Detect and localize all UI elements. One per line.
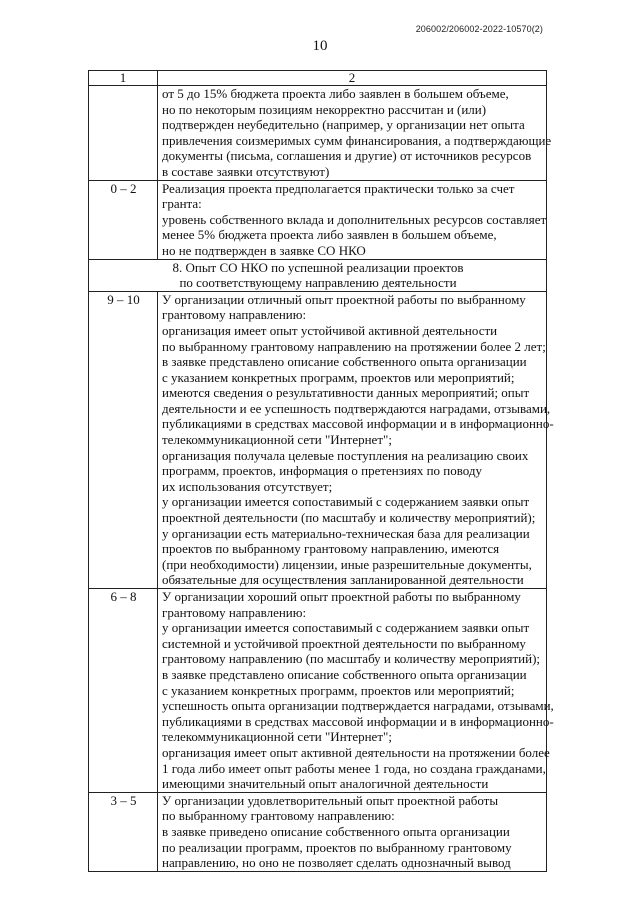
criteria-description [158, 180, 547, 259]
description-line: по выбранному грантовому направлению на протяжении более 2 лет; [162, 338, 546, 354]
description-line: у организации имеется сопоставимый с содержанием заявки опыт [162, 494, 530, 510]
table-row [89, 86, 547, 181]
description-line: но по некоторым позициям некорректно рассчитан и (или) [162, 101, 487, 117]
description-line: у организации имеется сопоставимый с содержанием заявки опыт [162, 620, 530, 636]
description-line: 1 года либо имеет опыт работы менее 1 года, но создана гражданами, [162, 760, 546, 776]
description-line: программ, проектов, информация о претензиях по поводу [162, 463, 483, 479]
column-2-header: 2 [158, 71, 547, 86]
description-line: грантовому направлению (по масштабу и количеству мероприятий); [162, 651, 541, 667]
description-line: деятельности и ее успешность подтверждаются наградами, отзывами, [162, 400, 551, 416]
table-header-row [89, 71, 547, 86]
description-line: У организации хороший опыт проектной работы по выбранному [162, 589, 521, 604]
criteria-description [158, 792, 547, 871]
description-line: их использования отсутствует; [162, 478, 333, 494]
description-line: привлечения соизмеримых сумм финансирования, а подтверждающие [162, 132, 552, 148]
table-row [89, 589, 547, 793]
description-line: в заявке представлено описание собственного опыта организации [162, 666, 527, 682]
score-cell [89, 86, 158, 181]
criteria-description [158, 86, 552, 181]
table-row [89, 180, 547, 259]
description-line: проектов по выбранному грантовому направлению, имеются [162, 541, 500, 557]
description-line: в заявке приведено описание собственного опыта организации [162, 823, 510, 839]
description-line: телекоммуникационной сети "Интернет"; [162, 432, 392, 448]
score-cell: 9 – 10 [89, 291, 158, 588]
document-id: 206002/206002-2022-10570(2) [415, 24, 543, 34]
description-line: уровень собственного вклада и дополнительных ресурсов составляет [162, 211, 547, 227]
criteria-description [158, 589, 554, 793]
description-line: У организации удовлетворительный опыт проектной работы [162, 792, 499, 808]
description-line: проектной деятельности (по масштабу и количеству мероприятий); [162, 510, 536, 526]
section-title-line: 8. Опыт СО НКО по успешной реализации проектов [172, 259, 464, 275]
description-line: по выбранному грантовому направлению: [162, 808, 395, 824]
description-line: имеющими значительный опыт аналогичной деятельности [162, 776, 489, 792]
description-line: обязательные для осуществления запланированной деятельности [162, 572, 524, 588]
description-line: в составе заявки отсутствуют) [162, 163, 330, 179]
page-number: 10 [312, 38, 328, 54]
description-line: грантовому направлению: [162, 307, 307, 323]
score-cell: 6 – 8 [89, 589, 158, 793]
criteria-table [88, 70, 554, 872]
score-cell: 3 – 5 [89, 792, 158, 871]
description-line: успешность опыта организации подтверждается наградами, отзывами, [162, 698, 554, 714]
description-line: менее 5% бюджета проекта либо заявлен в большем объеме, [162, 227, 497, 243]
description-line: с указанием конкретных программ, проектов или мероприятий; [162, 369, 515, 385]
score-cell: 0 – 2 [89, 180, 158, 259]
description-line: документы (письма, соглашения и другие) от источников ресурсов [162, 148, 532, 164]
section-title [89, 259, 547, 291]
description-line: подтвержден неубедительно (например, у организации нет опыта [162, 117, 525, 133]
section-title-line: по соответствующему направлению деятельности [179, 275, 457, 291]
description-line: имеются сведения о результативности данных мероприятий; опыт [162, 385, 530, 401]
criteria-description [158, 291, 554, 588]
description-line: организация получала целевые поступления на реализацию своих [162, 447, 529, 463]
description-line: Реализация проекта предполагается практически только за счет [162, 180, 515, 196]
description-line: У организации отличный опыт проектной работы по выбранному [162, 291, 526, 307]
column-1-header: 1 [89, 71, 158, 86]
description-line: но не подтвержден в заявке СО НКО [162, 242, 366, 258]
description-line: публикациями в средствах массовой информации и в информационно- [162, 416, 554, 432]
description-line: (при необходимости) лицензии, иные разрешительные документы, [162, 556, 532, 572]
description-line: системной и устойчивой проектной деятельности по выбранному [162, 635, 526, 651]
table-row [89, 291, 547, 588]
description-line: телекоммуникационной сети "Интернет"; [162, 729, 392, 745]
description-line: у организации есть материально-техническая база для реализации [162, 525, 530, 541]
description-line: грантовому направлению: [162, 604, 307, 620]
description-line: с указанием конкретных программ, проектов или мероприятий; [162, 682, 515, 698]
description-line: гранта: [162, 196, 202, 212]
description-line: направлению, но оно не позволяет сделать однозначный вывод [162, 855, 511, 871]
description-line: в заявке представлено описание собственного опыта организации [162, 354, 527, 370]
section-header-row [89, 259, 547, 291]
description-line: публикациями в средствах массовой информации и в информационно- [162, 713, 554, 729]
description-line: организация имеет опыт активной деятельности на протяжении более [162, 744, 550, 760]
description-line: по реализации программ, проектов по выбранному грантовому [162, 839, 512, 855]
description-line: организация имеет опыт устойчивой активной деятельности [162, 322, 498, 338]
table-row [89, 792, 547, 871]
description-line: от 5 до 15% бюджета проекта либо заявлен в большем объеме, [162, 86, 509, 101]
